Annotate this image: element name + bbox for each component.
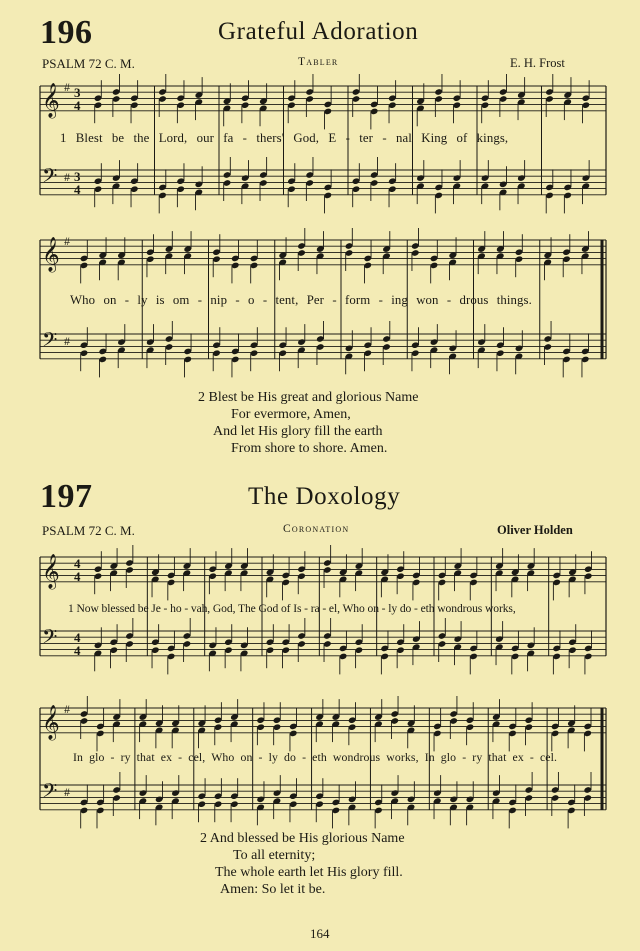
time-signature: 4: [74, 182, 81, 197]
lyrics-line: Who on - ly is om - nip - o - tent, Per - form - ing won - drous things.: [70, 293, 532, 307]
treble-clef: 𝄞: [42, 83, 60, 118]
stanza-line: 2 And blessed be His glorious Name: [200, 831, 405, 846]
key-sharp: #: [64, 702, 70, 716]
treble-clef: 𝄞: [42, 237, 60, 272]
bass-clef: 𝄢: [42, 625, 58, 653]
lyrics-line: 1 Blest be the Lord, our fa - thers' God, E - ter - nal King of kings,: [60, 131, 509, 145]
key-sharp: #: [64, 785, 70, 799]
hymn-title: Grateful Adoration: [218, 18, 419, 45]
time-signature: 4: [74, 643, 81, 658]
hymn-title: The Doxology: [248, 483, 401, 510]
time-signature: 4: [74, 569, 81, 584]
meter-label: PSALM 72 C. M.: [42, 523, 135, 538]
stanza-line: And let His glory fill the earth: [213, 424, 383, 439]
time-signature: 3: [74, 169, 81, 184]
stanza-line: The whole earth let His glory fill.: [215, 865, 403, 880]
stanza-line: Amen: So let it be.: [220, 882, 326, 897]
treble-clef: 𝄞: [42, 554, 60, 589]
composer-name: E. H. Frost: [510, 56, 565, 70]
key-sharp: #: [64, 334, 70, 348]
bass-clef: 𝄢: [42, 328, 58, 356]
stanza-line: To all eternity;: [233, 848, 316, 863]
stanza-line: 2 Blest be His great and glorious Name: [198, 390, 419, 405]
time-signature: 4: [74, 98, 81, 113]
bass-clef: 𝄢: [42, 164, 58, 192]
page-number: 164: [310, 926, 330, 941]
hymn-number: 197: [40, 478, 93, 515]
meter-label: PSALM 72 C. M.: [42, 56, 135, 71]
composer-name: Oliver Holden: [497, 523, 573, 537]
stanza-line: For evermore, Amen,: [231, 407, 351, 422]
hymn-number: 196: [40, 14, 93, 51]
lyrics-line: In glo - ry that ex - cel, Who on - ly do - eth wondrous works, In glo - ry that ex - cel.: [73, 750, 558, 764]
time-signature: 3: [74, 85, 81, 100]
key-sharp: #: [64, 80, 70, 94]
treble-clef: 𝄞: [42, 705, 60, 740]
key-sharp: #: [64, 234, 70, 248]
tune-name: Coronation: [283, 523, 350, 535]
key-sharp: #: [64, 170, 70, 184]
stanza-line: From shore to shore. Amen.: [231, 441, 388, 456]
bass-clef: 𝄢: [42, 779, 58, 807]
lyrics-line: 1 Now blessed be Je - ho - vah, God, The God of Is - ra - el, Who on - ly do - eth wondrous works,: [68, 602, 516, 615]
time-signature: 4: [74, 630, 81, 645]
tune-name: Tabler: [298, 56, 339, 68]
time-signature: 4: [74, 556, 81, 571]
